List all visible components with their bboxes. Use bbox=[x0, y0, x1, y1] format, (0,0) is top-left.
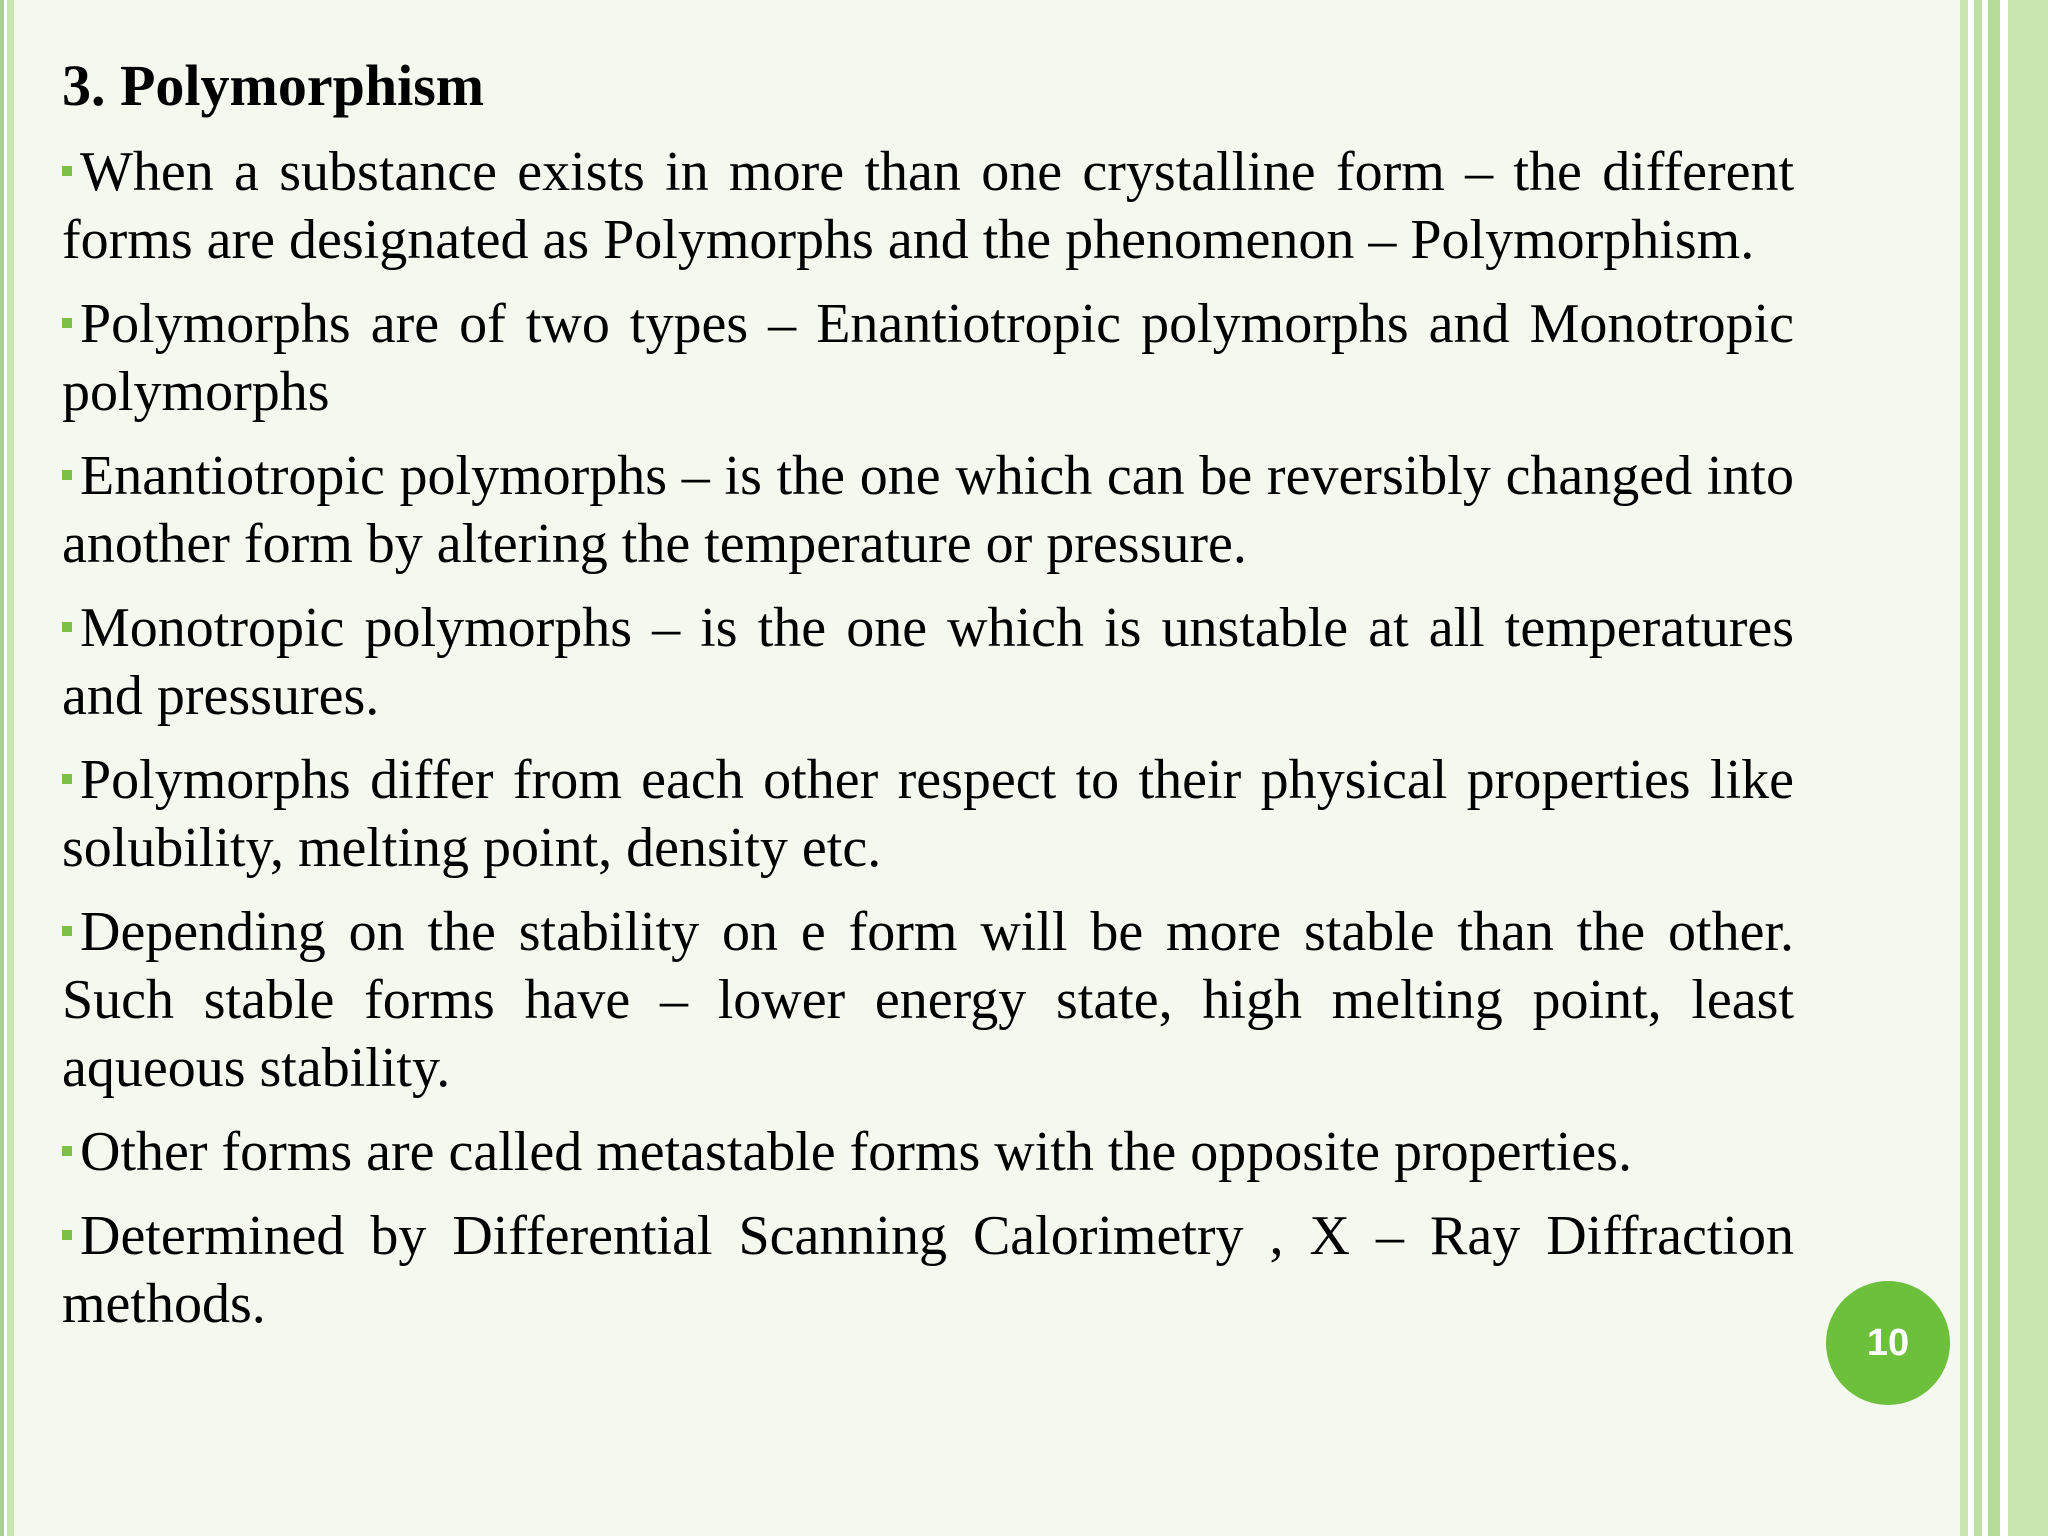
bullet-item bbox=[62, 1118, 1794, 1186]
bullet-text: Polymorphs differ from each other respect to their physical properties like solubility, melting point, density etc. bbox=[62, 749, 1794, 879]
square-bullet-icon bbox=[62, 166, 72, 176]
bullet-text: Polymorphs are of two types – Enantiotropic polymorphs and Monotropic polymorphs bbox=[62, 293, 1794, 423]
bullet-item bbox=[62, 594, 1794, 730]
page-number-badge: 10 bbox=[1826, 1281, 1950, 1405]
bullet-text: Enantiotropic polymorphs – is the one which can be reversibly changed into another form by altering the temperature or pressure. bbox=[62, 445, 1794, 575]
square-bullet-icon bbox=[62, 926, 72, 936]
bullet-text: Depending on the stability on e form will be more stable than the other. Such stable forms have – lower energy state, high melting point, least aqueous stability. bbox=[62, 901, 1794, 1099]
square-bullet-icon bbox=[62, 470, 72, 480]
bullet-item bbox=[62, 290, 1794, 426]
bullet-item bbox=[62, 898, 1794, 1102]
bullet-list bbox=[62, 138, 1794, 1354]
bullet-item bbox=[62, 746, 1794, 882]
bullet-text: Determined by Differential Scanning Calorimetry , X – Ray Diffraction methods. bbox=[62, 1205, 1794, 1335]
bullet-item bbox=[62, 1202, 1794, 1338]
bullet-item bbox=[62, 138, 1794, 274]
square-bullet-icon bbox=[62, 1230, 72, 1240]
square-bullet-icon bbox=[62, 318, 72, 328]
right-stripe-decoration bbox=[1960, 0, 2048, 1536]
left-border-decoration bbox=[0, 0, 14, 1536]
slide-title: 3. Polymorphism bbox=[62, 53, 485, 118]
bullet-text: When a substance exists in more than one crystalline form – the different forms are designated as Polymorphs and the phenomenon – Polymorphism. bbox=[62, 141, 1794, 271]
bullet-text: Monotropic polymorphs – is the one which is unstable at all temperatures and pressures. bbox=[62, 597, 1794, 727]
square-bullet-icon bbox=[62, 774, 72, 784]
square-bullet-icon bbox=[62, 622, 72, 632]
bullet-text: Other forms are called metastable forms with the opposite properties. bbox=[80, 1121, 1632, 1183]
bullet-item bbox=[62, 442, 1794, 578]
square-bullet-icon bbox=[62, 1146, 72, 1156]
